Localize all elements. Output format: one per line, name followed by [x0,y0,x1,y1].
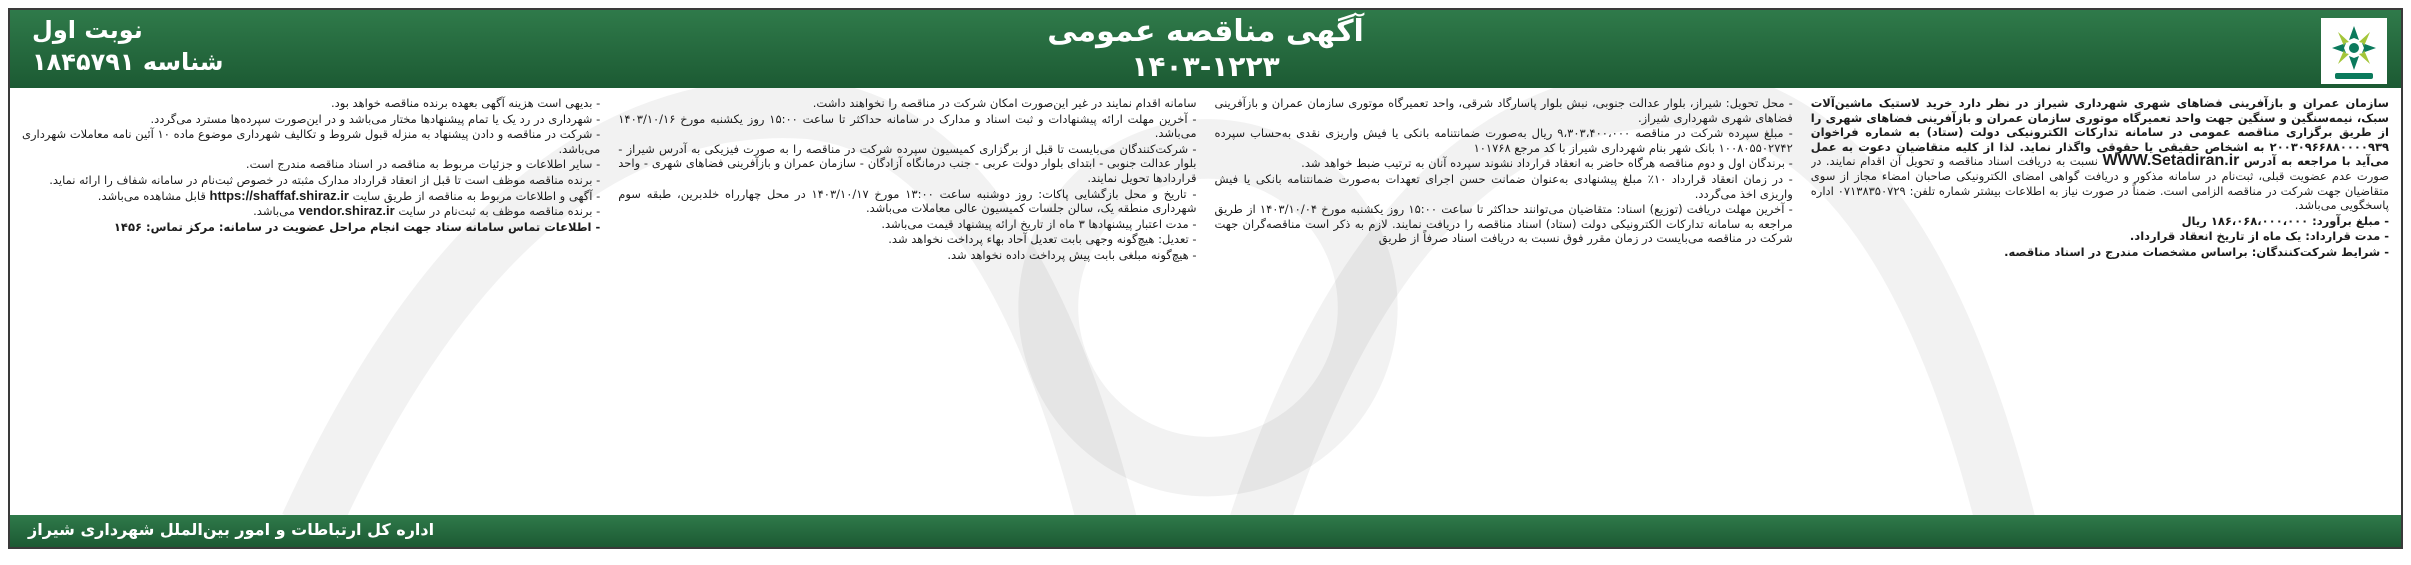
performance-guarantee: - در زمان انعقاد قرارداد ۱۰٪ مبلغ پیشنهادی به‌عنوان ضمانت حسن اجرای تعهدات به‌صورت ضمانتنامه بانکی یا فیش واریزی اخذ می‌گردد. [1214,171,1793,201]
header-band [10,10,2401,88]
estimate-line [1811,214,2389,229]
ad-id: شناسه ۱۸۴۵۷۹۱ [32,48,224,76]
shaffaf-text-end: قابل مشاهده می‌باشد. [97,188,206,203]
setadiran-link[interactable]: WWW.Setadiran.ir [2102,152,2240,170]
contact-note [22,220,600,235]
vendor-link[interactable]: vendor.shiraz.ir [298,203,395,219]
acceptance-note: - شرکت در مناقصه و دادن پیشنهاد به منزله قبول شروط و تکالیف شهرداری موضوع ماده ۱۰ آئین نامه معاملات شهرداری می‌باشد. [22,127,601,156]
ad-cost-note: - بدیهی است هزینه آگهی بعهده برنده مناقصه خواهد بود. [330,96,601,110]
estimate-text: - مبلغ برآورد: ۱۸۶،۰۶۸،۰۰۰،۰۰۰ ریال [2181,213,2389,228]
duration-text: - مدت قرارداد: یک ماه از تاریخ انعقاد قرارداد. [2129,229,2389,244]
registration-note: - برنده مناقصه موظف است تا قبل از انعقاد قرارداد مدارک مثبته در خصوص ثبت‌نام در سامانه شفاف را ارائه نماید. [49,172,601,187]
rejection-note: - شهرداری در رد یک یا تمام پیشنهادها مختار می‌باشد و در این‌صورت سپرده‌ها مسترد می‌گردد. [150,111,601,126]
deposit-delivery: - شرکت‌کنندگان می‌بایست تا قبل از برگزاری کمیسیون سپرده شرکت در مناقصه را به صورت فیزیکی به آدرس شیراز - بلوار عدالت جنوبی - ابتدای بلوار دولت عربی - جنب درمانگاه آزادگان - سازمان عمران و بازآفرینی فضاهای شهری - واحد قراردادها تحویل نمایند. [618,141,1197,185]
shaffaf-line [22,189,600,204]
intro-text-continued: نسبت به دریافت اسناد مناقصه و تحویل آن اقدام نمایند. در صورت عدم عضویت قبلی، ثبت‌نام در سامانه مذکور و دریافت گواهی امضای الکترونیکی صاحبان امضاء مجاز از سوی متقاضیان جهت شرکت در مناقصه الزامی است. ضمناً در صورت نیاز به اطلاعات بیشتر شماره تلفن: ۰۷۱۳۸۳۵۰۷۲۹ اداره پاسخگویی می‌باشد. [1810,154,2389,213]
prepayment-note: - هیچ‌گونه مبلغی بابت پیش پرداخت داده نخواهد شد. [947,247,1197,262]
validity-period: - مدت اعتبار پیشنهادها ۳ ماه از تاریخ ارائه پیشنهاد قیمت می‌باشد. [881,216,1197,231]
vendor-line [22,204,600,219]
intro-text: سازمان عمران و بازآفرینی فضاهای شهری شهرداری شیراز در نظر دارد خرید لاستیک ماشین‌آلات سبک، نیمه‌سنگین و سنگین جهت واحد تعمیرگاه موتوری سازمان عمران و بازآفرینی فضاهای شهری را از طریق برگزاری مناقصه عمومی در سامانه تدارکات الکترونیکی دولت (ستاد) به شماره فراخوان ۲۰۰۳۰۹۶۶۸۸۰۰۰۰۹۳۹ به اشخاص حقیقی یا حقوقی واگذار نماید. لذا از کلیه متقاضیان دعوت به عمل می‌آید با مراجعه به آدرس [1810,96,2389,169]
opening-date: - تاریخ و محل بازگشایی پاکات: روز دوشنبه ساعت ۱۳:۰۰ مورخ ۱۴۰۳/۱۰/۱۷ در محل چهارراه خلدبرین، طبقه سوم شهرداری منطقه یک، سالن جلسات کمیسیون عالی معاملات می‌باشد. [618,186,1197,216]
duration-line [1811,229,2389,244]
system-note: سامانه اقدام نمایند در غیر این‌صورت امکان شرکت در مناقصه را نخواهند داشت. [812,96,1197,110]
tender-advertisement [8,8,2403,549]
footer-band [10,515,2401,547]
adjustment-note: - تعدیل: هیچ‌گونه وجهی بابت تعدیل آحاد بهاء پرداخت نخواهد شد. [888,232,1197,247]
conditions-text: - شرایط شرکت‌کنندگان: براساس مشخصات مندرج در اسناد مناقصه. [2004,244,2389,259]
conditions-line [1811,245,2389,260]
contact-text: - اطلاعات تماس سامانه ستاد جهت انجام مراحل عضویت در سامانه: مرکز تماس: ۱۴۵۶ [113,219,601,234]
delivery-place: - محل تحویل: شیراز، بلوار عدالت جنوبی، نبش بلوار پاسارگاد شرقی، واحد تعمیرگاه موتوری سازمان عمران و بازآفرینی فضاهای شهری شهرداری شیراز. [1214,96,1793,125]
shaffaf-text: - آگهی و اطلاعات مربوط به مناقصه از طریق سایت [352,188,601,203]
winners-deposit: - برندگان اول و دوم مناقصه هرگاه حاضر به انعقاد قرارداد نشوند سپرده آنان به ترتیب ضبط خواهد شد. [1301,156,1793,171]
ad-body [22,96,2389,516]
intro-paragraph [1811,96,2389,213]
publication-turn: نوبت اول [32,16,143,44]
column-1 [1811,96,2389,516]
tender-number: ۱۴۰۳-۱۲۲۳ [1131,50,1280,83]
shaffaf-link[interactable]: https://shaffaf.shiraz.ir [209,187,349,203]
column-2 [1215,96,1793,516]
municipality-shiraz-logo-icon [2321,18,2387,84]
submission-deadline: - آخرین مهلت ارائه پیشنهادات و ثبت اسناد و مدارک در سامانه حداکثر تا ساعت ۱۵:۰۰ روز یکشنبه مورخ ۱۴۰۳/۱۰/۱۶ می‌باشد. [618,111,1197,141]
footer-text: اداره کل ارتباطات و امور بین‌الملل شهرداری شیراز [28,520,435,539]
vendor-text: - برنده مناقصه موظف به ثبت‌نام در سایت [398,204,601,219]
deposit-amount: - مبلغ سپرده شرکت در مناقصه ۹،۳۰۳،۴۰۰،۰۰۰ ریال به‌صورت ضمانتنامه بانکی یا فیش واریزی نقدی به‌حساب سپرده ۱۰۰۸۰۵۵۰۲۷۴۲ بانک شهر بنام شهرداری شیراز با کد مرجع ۱۰۱۷۶۸ [1214,126,1793,155]
vendor-text-end: می‌باشد. [253,204,295,219]
column-4 [22,96,600,516]
more-info-note: - سایر اطلاعات و جزئیات مربوط به مناقصه در اسناد مناقصه مندرج است. [245,157,601,172]
page-title: آگهی مناقصه عمومی [1047,14,1364,49]
document-deadline: - آخرین مهلت دریافت (توزیع) اسناد: متقاضیان می‌توانند حداکثر تا ساعت ۱۵:۰۰ روز یکشنبه مورخ ۱۴۰۳/۱۰/۰۴ از طریق مراجعه به سامانه تدارکات الکترونیکی دولت (ستاد) اسناد مناقصه را دریافت نمایند. لازم به ذکر است مناقصه‌گران جهت شرکت در مناقصه می‌بایست در زمان مقرر فوق نسبت به دریافت اسناد صرفاً از طریق [1214,202,1793,246]
column-3 [618,96,1196,516]
